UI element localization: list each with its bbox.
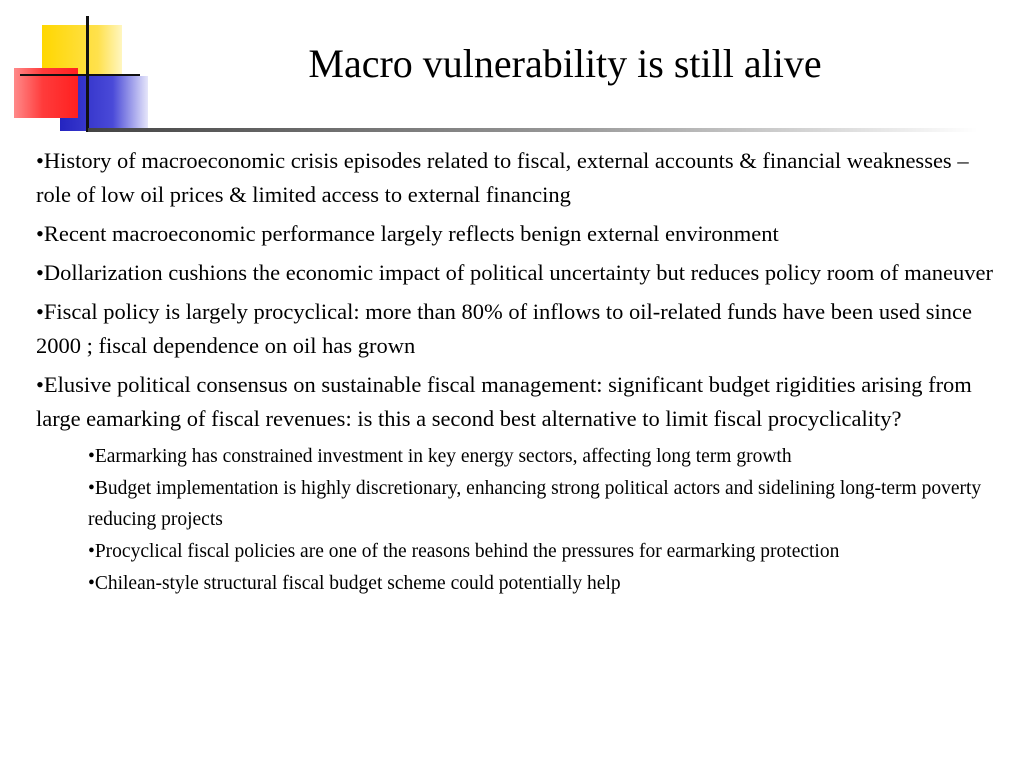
title-divider-rule: [88, 128, 978, 132]
bullet-mark: •: [88, 541, 95, 562]
sub-bullet-item: [88, 441, 996, 472]
slide-logo-decoration: [0, 0, 150, 140]
bullet-mark: •: [36, 299, 44, 324]
sub-bullet-item: [88, 568, 996, 599]
bullet-text: History of macroeconomic crisis episodes related to fiscal, external accounts & financial weaknesses – role of low oil prices & limited access to external financing: [36, 148, 969, 207]
bullet-item: [36, 256, 996, 290]
slide-title: Macro vulnerability is still alive: [308, 41, 822, 86]
bullet-mark: •: [36, 260, 44, 285]
bullet-mark: •: [36, 221, 44, 246]
bullet-mark: •: [36, 148, 44, 173]
bullet-text: Dollarization cushions the economic impact of political uncertainty but reduces policy room of maneuver: [43, 260, 993, 285]
sub-bullet-text: Procyclical fiscal policies are one of the reasons behind the pressures for earmarking protection: [94, 541, 840, 562]
sub-bullet-item: [88, 536, 996, 567]
sub-bullet-text: Budget implementation is highly discretionary, enhancing strong political actors and sidelining long-term poverty reducing projects: [88, 478, 982, 530]
bullet-mark: •: [88, 573, 95, 594]
bullet-mark: •: [88, 478, 95, 499]
sub-bullet-text: Earmarking has constrained investment in key energy sectors, affecting long term growth: [94, 446, 792, 467]
sub-bullet-item: [88, 473, 996, 535]
bullet-item: [36, 368, 996, 436]
bullet-item: [36, 144, 996, 212]
bullet-item: [36, 217, 996, 251]
bullet-mark: •: [36, 372, 44, 397]
slide-body: [36, 144, 996, 600]
bullet-item: [36, 295, 996, 363]
sub-bullet-text: Chilean-style structural fiscal budget scheme could potentially help: [94, 573, 621, 594]
bullet-text: Fiscal policy is largely procyclical: more than 80% of inflows to oil-related funds have been used since 2000 ; fiscal dependence on oil has grown: [36, 299, 972, 358]
logo-horizontal-line: [20, 74, 140, 76]
bullet-text: Elusive political consensus on sustainable fiscal management: significant budget rigidities arising from large eamarking of fiscal revenues: is this a second best alternative to limit fiscal procyclicality?: [36, 372, 972, 431]
bullet-text: Recent macroeconomic performance largely reflects benign external environment: [43, 221, 779, 246]
bullet-mark: •: [88, 446, 95, 467]
